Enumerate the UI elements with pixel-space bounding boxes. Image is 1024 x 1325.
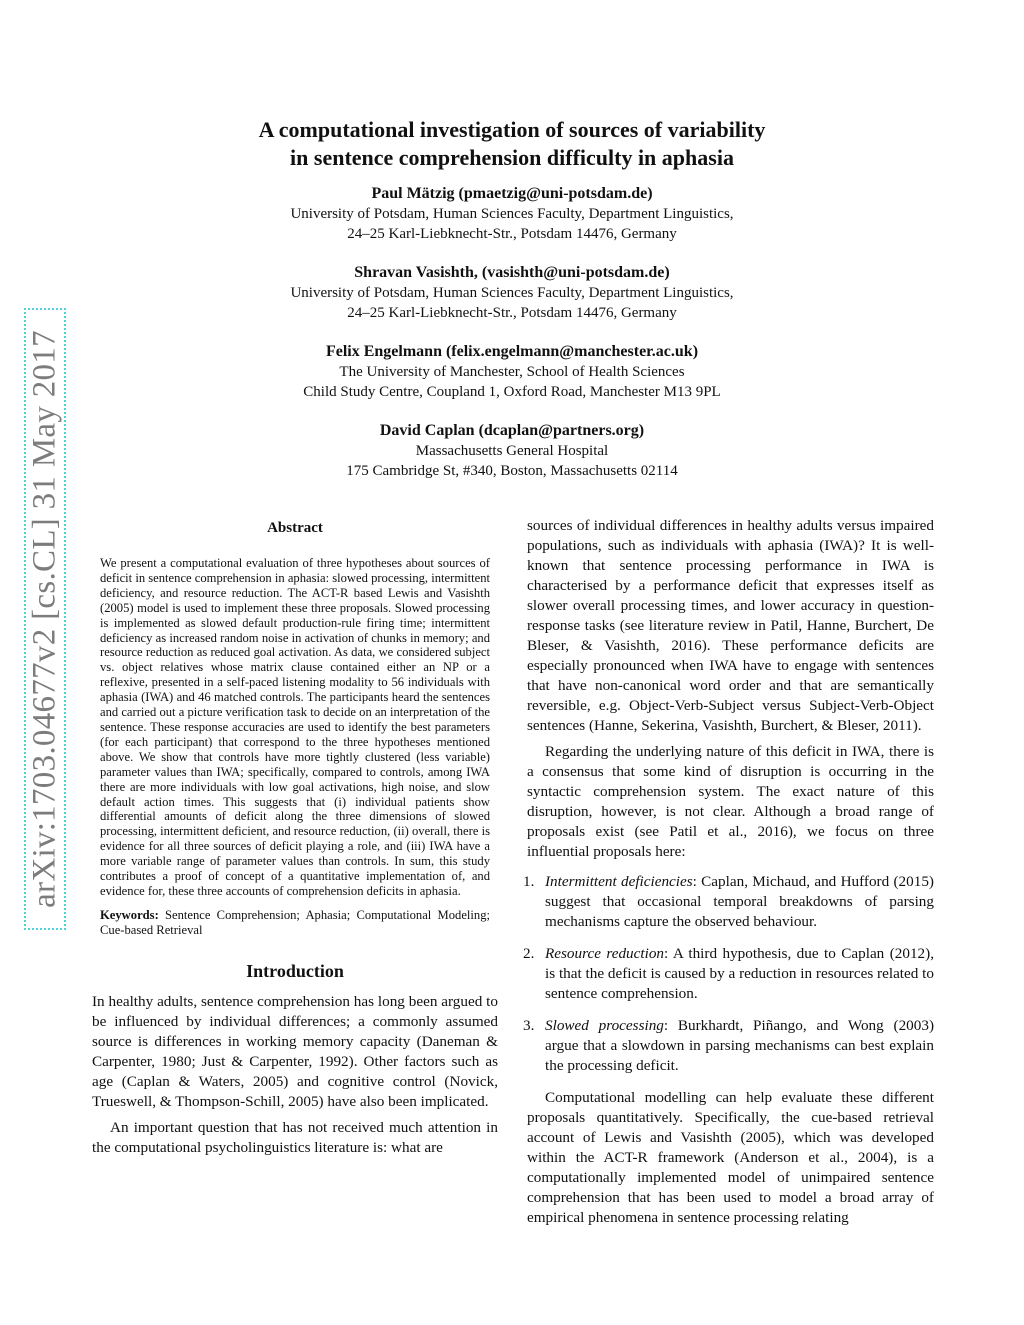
list-item-text: : Burkhardt, Piñango, and Wong (2003) argue that a slowdown in parsing mechanisms can best explain the processing deficit. (545, 1017, 935, 1074)
author-affiliation: University of Potsdam, Human Sciences Faculty, Department Linguistics, (290, 206, 734, 222)
abstract-text: We present a computational evaluation of three hypotheses about sources of deficit in sentence comprehension in aphasia: slowed processing, intermittent deficiency, and resource reduction. The ACT-R based Lewis and Vasishth (2005) model is used to implement these three proposals. Slowed processing is implemented as slowed default production-rule firing time; intermittent deficiency as increased random noise in activation of chunks in memory; and resource reduction as reduced goal activation. As data, we considered subject vs. object relatives whose matrix clause contained either an NP or a reflexive, presented in a self-paced listening modality to 56 individuals with aphasia (IWA) and 46 matched controls. The participants heard the sentences and carried out a picture verification task to decide on an interpretation of the sentence. These response accuracies are used to identify the best parameters (for each participant) that correspond to the three hypotheses mentioned above. We show that controls have more tightly clustered (less variable) parameter values than IWA; specifically, compared to controls, among IWA there are more individuals with low goal activations, high noise, and slow default action times. This suggests that (i) individual patients show differential amounts of deficit along the three dimensions of slowed processing, intermittent deficient, and resource reduction, (ii) overall, there is evidence for all three sources of deficit playing a role, and (iii) IWA have a more variable range of parameter values than controls. In sum, this study contributes a proof of concept of a quantitative implementation of, and evidence for, these three accounts of comprehension deficits in aphasia. (100, 556, 490, 898)
left-column (92, 516, 498, 1158)
list-item-number: 1. (523, 873, 535, 890)
author-affiliation: The University of Manchester, School of Health Sciences (339, 364, 685, 380)
intro-paragraph: Computational modelling can help evaluate these different proposals quantitatively. Specifically, the cue-based retrieval account of Lewis and Vasishth (2005), which was developed within the ACT-R framework (Anderson et al., 2004), is a computationally implemented model of unimpaired sentence comprehension that has been used to model a broad array of empirical phenomena in sentence processing relating (527, 1089, 934, 1226)
list-item (523, 872, 934, 932)
list-item-text: : Caplan, Michaud, and Hufford (2015) suggest that occasional temporal breakdowns of parsing mechanisms capture the observed behaviour. (545, 873, 934, 930)
title-line-1: A computational investigation of sources of variability (258, 117, 766, 142)
abstract-heading: Abstract (267, 520, 323, 536)
intro-paragraph: Regarding the underlying nature of this deficit in IWA, there is a consensus that some kind of disruption is occurring in the syntactic comprehension system. The exact nature of this disruption, however, is not clear. Although a broad range of proposals exist (see Patil et al., 2016), we focus on three influential proposals here: (527, 743, 934, 860)
paper-title (0, 116, 1024, 172)
author-name: Paul Mätzig (pmaetzig@uni-potsdam.de) (371, 185, 653, 202)
author-block-3 (0, 342, 1024, 402)
author-block-4 (0, 421, 1024, 481)
arxiv-identifier[interactable]: arXiv:1703.04677v2 [cs.CL] 31 May 2017 (26, 330, 63, 908)
keywords-text: Sentence Comprehension; Aphasia; Computational Modeling; Cue-based Retrieval (100, 907, 490, 937)
intro-paragraph: In healthy adults, sentence comprehension has long been argued to be influenced by individual differences; a commonly assumed source is differences in working memory capacity (Daneman & Carpenter, 1980; Just & Carpenter, 1992). Other factors such as age (Caplan & Waters, 2005) and cognitive control (Novick, Trueswell, & Thompson-Schill, 2005) have also been implicated. (92, 992, 498, 1110)
author-name: Shravan Vasishth, (vasishth@uni-potsdam.de) (354, 264, 670, 281)
author-address: 175 Cambridge St, #340, Boston, Massachusetts 02114 (346, 463, 678, 479)
list-item-text: : A third hypothesis, due to Caplan (2012), is that the deficit is caused by a reduction in resources related to sentence comprehension. (545, 945, 934, 1002)
list-item-number: 3. (523, 1017, 535, 1034)
intro-paragraph: An important question that has not received much attention in the computational psycholinguistics literature is: what are (92, 1118, 498, 1156)
author-name: David Caplan (dcaplan@partners.org) (379, 422, 645, 439)
list-item-term: Slowed processing (545, 1017, 664, 1034)
list-item-term: Resource reduction (545, 945, 665, 962)
title-line-2: in sentence comprehension difficulty in aphasia (290, 145, 734, 170)
keywords (100, 908, 490, 938)
author-address: 24–25 Karl-Liebknecht-Str., Potsdam 14476, Germany (347, 305, 677, 321)
author-address: 24–25 Karl-Liebknecht-Str., Potsdam 14476, Germany (347, 226, 677, 242)
proposal-list (523, 872, 935, 1076)
introduction-heading: Introduction (246, 960, 344, 981)
intro-paragraph: sources of individual differences in healthy adults versus impaired populations, such as individuals with aphasia (IWA)? It is well-known that sentence processing performance in IWA is characterised by a performance deficit that expresses itself as slower overall processing times, and lower accuracy in question-response tasks (see literature review in Patil, Hanne, Burchert, De Bleser, & Vasishth, 2016). These performance deficits are especially pronounced when IWA have to engage with sentences that have non-canonical word order and that are semantically reversible, e.g. Object-Verb-Subject versus Subject-Verb-Object sentences (Hanne, Sekerina, Vasishth, Burchert, & Bleser, 2011). (527, 517, 934, 734)
author-address: Child Study Centre, Coupland 1, Oxford Road, Manchester M13 9PL (303, 384, 721, 400)
list-item-number: 2. (523, 945, 535, 962)
keywords-label: Keywords: (100, 907, 159, 922)
author-name: Felix Engelmann (felix.engelmann@manchester.ac.uk) (325, 343, 699, 360)
list-item-term: Intermittent deficiencies (545, 873, 693, 890)
author-affiliation: Massachusetts General Hospital (415, 443, 609, 459)
list-item (523, 944, 934, 1004)
author-block-2 (0, 263, 1024, 323)
list-item (523, 1016, 935, 1076)
author-affiliation: University of Potsdam, Human Sciences Faculty, Department Linguistics, (290, 285, 734, 301)
author-block-1 (0, 184, 1024, 244)
right-column (523, 516, 935, 1228)
